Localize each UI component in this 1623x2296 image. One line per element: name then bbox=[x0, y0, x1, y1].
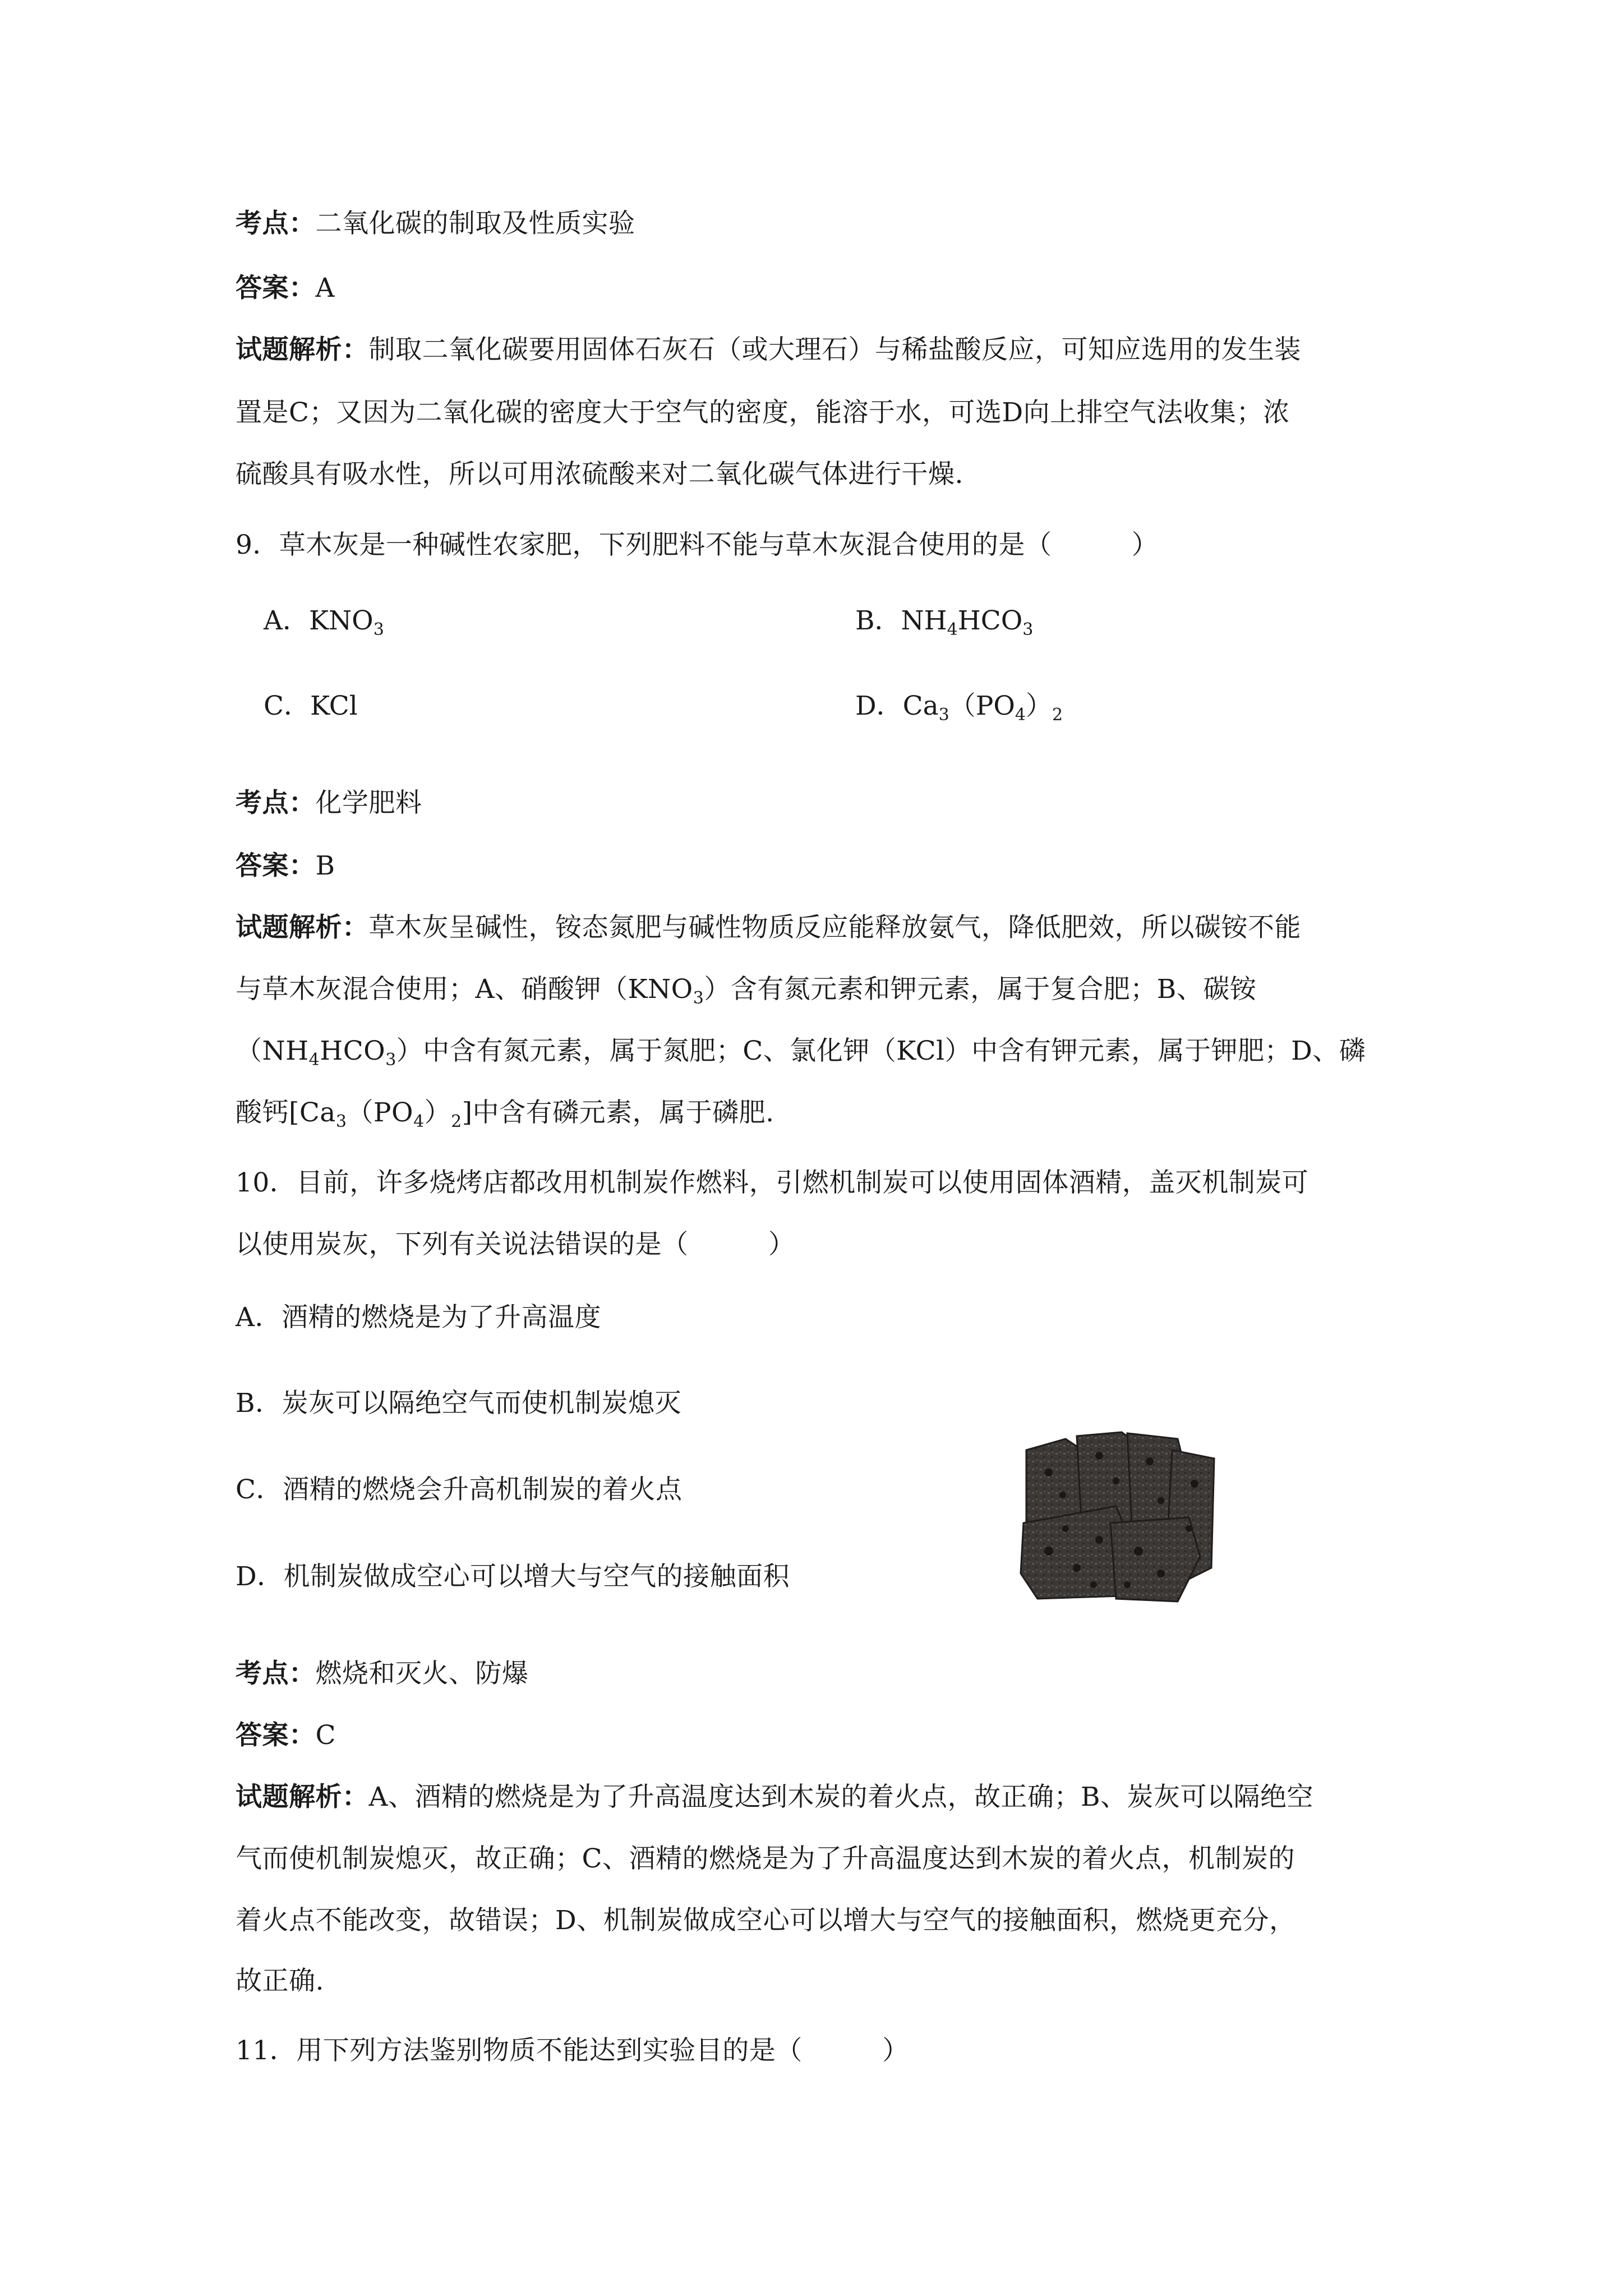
q9-analysis-line-4: 酸钙$[Ca_3(PO_4)_2]$中含有磷元素，属于磷肥. bbox=[236, 1097, 774, 1131]
q8-analysis-line-3: 硫酸具有吸水性，所以可用浓硫酸来对二氧化碳气体进行干燥. bbox=[236, 459, 963, 490]
q10-analysis-line-1: 试题解析：A、酒精的燃烧是为了升高温度达到木炭的着火点，故正确；B、炭灰可以隔绝空 bbox=[236, 1782, 1313, 1812]
answer-text: C bbox=[315, 1720, 336, 1751]
charcoal-briquettes-image bbox=[1015, 1428, 1223, 1607]
answer-text: A bbox=[315, 273, 335, 303]
answer-text: B bbox=[315, 850, 335, 881]
q9-kaodian-line bbox=[236, 790, 422, 816]
q9-option-d: D．$Ca_3(PO_4)_2$ bbox=[855, 691, 1063, 725]
q10-analysis-line-2: 气而使机制炭熄灭，故正确；C、酒精的燃烧是为了升高温度达到木炭的着火点，机制炭的 bbox=[236, 1843, 1295, 1874]
q9-option-b: B．$NH_4HCO_3$ bbox=[855, 605, 1034, 639]
q11-stem: 11．用下列方法鉴别物质不能达到实验目的是（ ） bbox=[236, 2035, 909, 2066]
answer-label: 答案： bbox=[236, 850, 316, 881]
q9-analysis-line-1: 试题解析：草木灰呈碱性，铵态氮肥与碱性物质反应能释放氨气，降低肥效，所以碳铵不能 bbox=[236, 912, 1301, 943]
q10-stem-line-2: 以使用炭灰，下列有关说法错误的是（ ） bbox=[236, 1229, 795, 1260]
analysis-label: 试题解析： bbox=[236, 912, 369, 943]
q9-answer-line bbox=[236, 850, 335, 881]
q8-analysis-line-2: 置是C；又因为二氧化碳的密度大于空气的密度，能溶于水，可选D向上排空气法收集；浓 bbox=[236, 397, 1290, 428]
q10-kaodian-line bbox=[236, 1660, 529, 1687]
q10-option-a: A．酒精的燃烧是为了升高温度 bbox=[236, 1302, 601, 1333]
q8-answer-line bbox=[236, 275, 335, 301]
q10-analysis-line-3: 着火点不能改变，故错误；D、机制炭做成空心可以增大与空气的接触面积，燃烧更充分， bbox=[236, 1905, 1296, 1936]
kaodian-label: 考点： bbox=[236, 1658, 316, 1689]
kaodian-text: 燃烧和灭火、防爆 bbox=[315, 1658, 529, 1689]
q10-stem-line-1: 10．目前，许多烧烤店都改用机制炭作燃料，引燃机制炭可以使用固体酒精，盖灭机制炭可 bbox=[236, 1167, 1309, 1198]
q8-kaodian-line bbox=[236, 210, 635, 237]
kaodian-label: 考点： bbox=[236, 788, 316, 818]
q9-analysis-line-2: 与草木灰混合使用；A、硝酸钾$(KNO_3)$含有氮元素和钾元素，属于复合肥；B、碳铵 bbox=[236, 974, 1257, 1008]
q10-analysis-line-4: 故正确. bbox=[236, 1966, 324, 1996]
analysis-label: 试题解析： bbox=[236, 1782, 369, 1812]
answer-label: 答案： bbox=[236, 273, 316, 303]
answer-label: 答案： bbox=[236, 1720, 316, 1751]
kaodian-text: 二氧化碳的制取及性质实验 bbox=[315, 208, 635, 239]
q9-option-c: C．KCl bbox=[264, 691, 358, 721]
q8-analysis-line-1 bbox=[236, 334, 1301, 365]
q10-option-b: B．炭灰可以隔绝空气而使机制炭熄灭 bbox=[236, 1388, 682, 1419]
kaodian-text: 化学肥料 bbox=[315, 788, 422, 818]
q9-option-a: A．$KNO_3$ bbox=[264, 605, 384, 639]
kaodian-label: 考点： bbox=[236, 208, 316, 239]
q9-analysis-line-3: $(NH_4HCO_3)$中含有氮元素，属于氮肥；C、氯化钾（KCl）中含有钾元素，属于钾肥；D、磷 bbox=[236, 1036, 1366, 1070]
analysis-text: 制取二氧化碳要用固体石灰石（或大理石）与稀盐酸反应，可知应选用的发生装 bbox=[368, 334, 1301, 365]
q10-option-c: C．酒精的燃烧会升高机制炭的着火点 bbox=[236, 1474, 683, 1505]
analysis-label: 试题解析： bbox=[236, 334, 369, 365]
q10-answer-line bbox=[236, 1722, 336, 1749]
q10-option-d: D．机制炭做成空心可以增大与空气的接触面积 bbox=[236, 1561, 790, 1592]
q9-stem: 9．草木灰是一种碱性农家肥，下列肥料不能与草木灰混合使用的是（ ） bbox=[236, 530, 1159, 560]
